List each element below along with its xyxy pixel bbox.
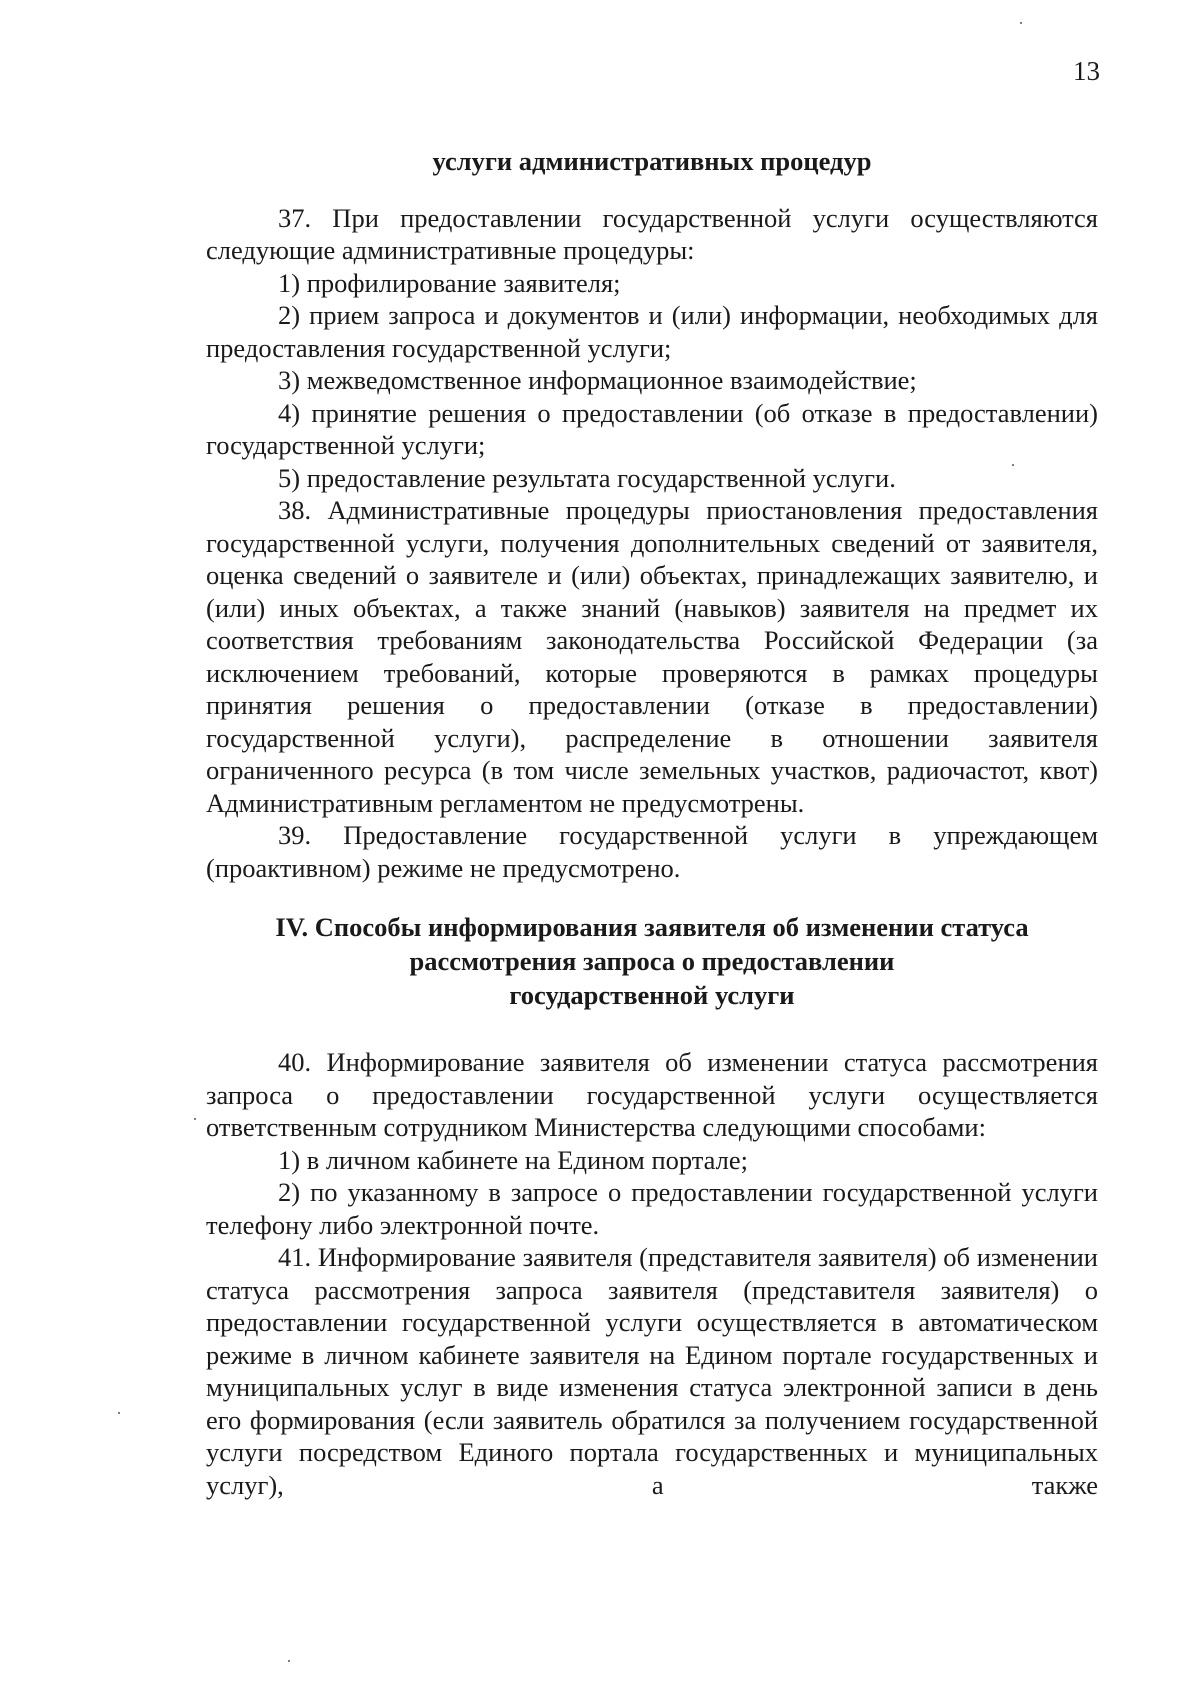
- page-content: [206, 145, 1098, 1501]
- page-number: 13: [1073, 56, 1100, 86]
- scan-speck: [1020, 22, 1022, 24]
- list-item-3: 3) межведомственное информационное взаимодействие;: [278, 365, 917, 395]
- scan-speck: [1012, 464, 1014, 466]
- list-item-40-2: 2) по указанному в запросе о предоставлении государственной услуги телефону либо электронной почте.: [206, 1177, 1098, 1240]
- section-heading: [206, 910, 1098, 1012]
- scan-speck: [194, 1118, 196, 1120]
- top-heading: услуги административных процедур: [432, 146, 872, 176]
- list-item-4: 4) принятие решения о предоставлении (об отказе в предоставлении) государственной услуги;: [206, 397, 1098, 460]
- paragraph-39: 39. Предоставление государственной услуги в упреждающем (проактивном) режиме не предусмотрено.: [206, 820, 1098, 883]
- paragraph-40: 40. Информирование заявителя об изменении статуса рассмотрения запроса о предоставлении государственной услуги осуществляется ответственным сотрудником Министерства следующими способами:: [206, 1047, 1098, 1142]
- list-item-40-1: 1) в личном кабинете на Едином портале;: [278, 1144, 749, 1175]
- paragraph-37: 37. При предоставлении государственной услуги осуществляются следующие административные процедуры:: [206, 202, 1098, 265]
- section-heading-line-2: рассмотрения запроса о предоставлении: [409, 946, 895, 976]
- list-item-1: 1) профилирование заявителя;: [278, 267, 621, 298]
- list-item-5: 5) предоставление результата государственной услуги.: [278, 462, 896, 493]
- scan-speck: [118, 1412, 120, 1414]
- section-heading-line-3: государственной услуги: [509, 980, 795, 1010]
- paragraph-41: 41. Информирование заявителя (представителя заявителя) об изменении статуса рассмотрения запроса заявителя (представителя заявителя) о предоставлении государственной услуги осуществляется в автоматическом режиме в личном кабинете заявителя на Едином портале государственных и муниципальных услуг в виде изменения статуса электронной записи в день его формирования (если заявитель обратился за получением государственной услуги посредством Единого портала государственных и муниципальных услуг), а также: [206, 1242, 1098, 1500]
- paragraph-38: 38. Административные процедуры приостановления предоставления государственной услуги, получения дополнительных сведений от заявителя, оценка сведений о заявителе и (или) объектах, принадлежащих заявителю, и (или) иных объектах, а также знаний (навыков) заявителя на предмет их соответствия требованиям законодательства Российской Федерации (за исключением требований, которые проверяются в рамках процедуры принятия решения о предоставлении (отказе в предоставлении) государственной услуги), распределение в отношении заявителя ограниченного ресурса (в том числе земельных участков, радиочастот, квот) Административным регламентом не предусмотрены.: [206, 495, 1098, 818]
- scan-speck: [288, 1660, 290, 1662]
- list-item-2: 2) прием запроса и документов и (или) информации, необходимых для предоставления государственной услуги;: [206, 300, 1098, 363]
- section-heading-line-1: IV. Способы информирования заявителя об изменении статуса: [275, 912, 1029, 942]
